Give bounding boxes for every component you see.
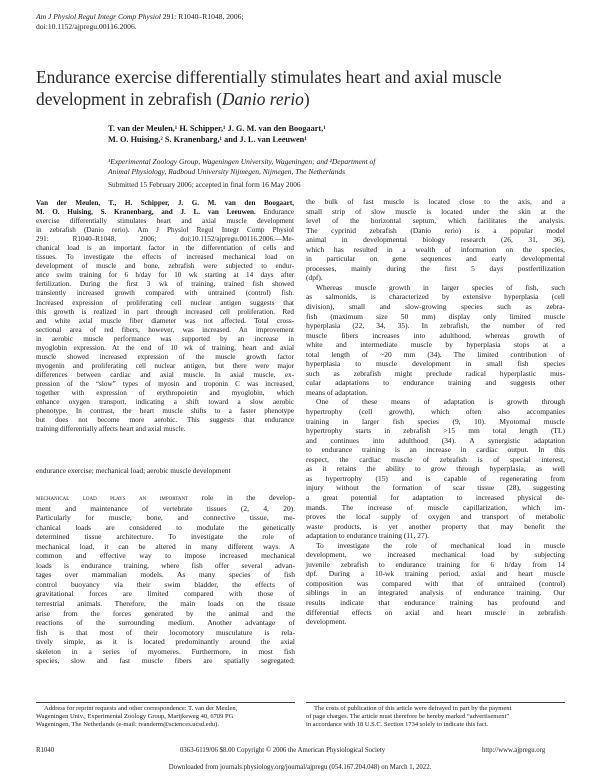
abstract-text: Endurance [255,208,294,217]
body-line: results indicate that endurance training has profound and [306,597,565,607]
body-line: To investigate the role of mechanical load in muscle [316,540,565,550]
title-text: Endurance exercise differentially stimulates heart and axial muscle development in zebrafish ( [36,67,502,109]
body-line: proves the local supply of oxygen and transport of metabolic [306,512,565,522]
author-list [108,124,548,145]
abstract-text: and white axial muscle fiber diameter was not affected. Total cross- [36,316,294,325]
body-line: fish (maximum size 50 mm) display only limited muscle [306,311,565,321]
authors-line-2: M. O. Huising,² S. Kranenbarg,¹ and J. L. van Leeuwen¹ [108,134,307,144]
body-line: development. [306,617,347,627]
abstract-line [36,299,294,308]
body-line: tages over mammalian models. As many species of fish [36,570,295,580]
abstract-text: exercise differentially stimulates heart and axial muscle development [36,217,294,226]
citation: 291: R1040–R1048, 2006; [162,12,244,21]
title-species: Danio rerio [221,89,304,109]
body-line: as hypertrophy (15) and is capable of regenerating from [306,473,565,483]
body-line: a great potential for adaptation to increased physical de- [306,492,565,502]
body-line: total length of ~20 mm (34). The limited contribution of [306,349,565,359]
body-line: fish is that most of their locomotory musculature is rela- [36,627,295,637]
body-line: arise from the forces generated by the animal and the [36,608,295,618]
body-line: as it retains the ability to grow through hyperplasia, as well [306,464,565,474]
abstract [36,199,294,434]
affiliation-line-2: Animal Physiology, Radboud University Nijmegen, Nijmegen, The Netherlands [108,166,346,176]
abstract-line [36,362,294,371]
abstract-text: this growth is realized in part through increased cell proliferation. Red [36,307,294,316]
abstract-text: together with expression of erythropoietin and myoglobin, which [36,388,294,397]
abstract-line [36,289,294,298]
journal-name: Am J Physiol Regul Integr Comp Physiol [36,12,161,21]
body-line: loads is endurance training, where fish offer several advan- [36,560,295,570]
footnote-line: Wageningen, The Netherlands (e-mail: tvanderm@sciences.ucsd.edu). [36,721,219,729]
body-line: and continues into adulthood (34). A synergistic adaptation [306,435,565,445]
body-line: respect, the cardiac muscle of zebrafish is of special interest, [306,454,565,464]
abstract-line [36,353,294,362]
footnote-line: in accordance with 18 U.S.C. Section 1734 solely to indicate this fact. [306,721,489,729]
body-line: hypertrophy starts in zebrafish >15 mm total length (TL) [306,426,565,436]
abstract-text: Increased expression of proliferating cell nuclear antigen suggests that [36,298,294,307]
doi: doi:10.1152/ajpregu.00116.2006. [36,21,137,31]
body-line: the bulk of fast muscle is located close to the axis, and a [306,197,565,206]
abstract-line [36,217,294,226]
abstract-text: muscle showed increased expression of the muscle growth factor [36,352,294,361]
body-line: means of adaptation. [306,387,368,397]
body-line: reactions of the surrounding medium. Another advantage of [36,618,295,628]
abstract-line [36,235,294,244]
body-line: Whereas muscle growth in larger species of fish, such [316,282,565,292]
body-line: as salmonids, is characterized by extensive hyperplasia (cell [306,292,565,302]
body-line: adaptation to endurance training (11, 27). [306,531,430,541]
abstract-line [36,317,294,326]
body-left-column [36,493,295,666]
abstract-text: enhance oxygen transport, indicating a shift toward a slow aerobic [36,398,294,407]
footnote-divider-right [306,702,565,703]
affiliation-line-1: ¹Experimental Zoology Group, Wageningen University, Wageningen; and ²Department of [108,157,376,166]
abstract-text: myogenin and proliferating cell nuclear antigen, but there were major [36,361,294,370]
abstract-text: in aerobic muscle performance was supported by an increase in [36,334,294,343]
abstract-line [36,335,294,344]
body-line: which has resulted in a wealth of information on the species, [306,244,565,254]
body-line: animal in developmental biology research (26, 31, 36), [306,235,565,245]
running-head [36,12,244,31]
abstract-line [36,344,294,353]
body-line: (dpf). [306,273,323,283]
body-line: determined tissue architecture. To investigate the role of [36,532,295,542]
footnote-line: of page charges. The article must therefore be hereby marked “advertisement” [306,713,510,721]
body-line: species, slow and fast muscle fibers are spatially segregated: [36,656,295,666]
abstract-citation-authors: Van der Meulen, T., H. Schipper, J. G. M. van den Boogaart, [36,199,294,207]
abstract-line [36,407,294,416]
abstract-line [36,308,294,317]
body-line: composition was compared with that of untrained (control) [306,578,565,588]
keywords: endurance exercise; mechanical load; aerobic muscle development [36,466,231,475]
submission-dates: Submitted 15 February 2006; accepted in final form 16 May 2006 [108,180,301,189]
body-line: development, we increased mechanical load by subjecting [306,550,565,560]
affiliations [108,157,548,176]
download-notice: Downloaded from journals.physiology.org/journal/ajpregu (054.167.204.048) on March 1, 2022. [168,764,432,771]
footnote-line: The costs of publication of this article were defrayed in part by the payment [314,705,512,712]
abstract-citation-authors: M. O. Huising, S. Kranenbarg, and J. L. van Leeuwen. [36,208,256,217]
abstract-line [36,226,294,235]
body-line: Particularly for muscle, bone, and connective tissue, me- [36,513,295,523]
body-line: common and effective way to impose increased mechanical [36,551,295,561]
abstract-text: sectional area of red fibers, however, was increased. An improvement [36,325,294,334]
body-line: siblings in an integrated analysis of endurance training. Our [306,588,565,598]
body-line: chanical loads are considered to modulate the genetically [36,522,295,532]
abstract-line [36,389,294,398]
body-line: mechanical load, it can be altered in many different ways. A [36,541,295,551]
correspondence-footnote [36,705,295,730]
body-line: differential effects on axial and heart muscle in zebrafish [306,607,565,617]
title-end: ) [303,89,310,109]
body-line: training in larger fish species (9, 10). Myotomal muscle [306,416,565,426]
body-line: dpf. During a 10-wk training period, axial and heart muscle [306,569,565,579]
body-line: waste products, is yet another property that may benefit the [306,521,565,531]
abstract-text: myoglobin expression. At the end of 10 wk of training, heart and axial [36,343,294,352]
body-text: role in the develop- [188,493,295,502]
abstract-text: training differentially affects heart and axial muscle. [36,425,186,434]
abstract-text: ance swim training for 6 h/day for 10 wk starting at 14 days after [36,271,294,280]
body-line: terrestrial animals. Therefore, the main loads on the tissue [36,599,295,609]
abstract-text: differences between cardiac and axial muscle. In axial muscle, ex- [36,370,294,379]
page-number: R1040 [36,747,55,754]
abstract-text: but does not become more aerobic. This suggests that endurance [36,416,294,425]
body-line: white and intermediate muscle by hyperplasia stops at a [306,340,565,350]
body-line: in particular on gene sequences and early developmental [306,254,565,264]
abstract-line [36,371,294,380]
abstract-line [36,244,294,253]
body-line: to endurance training is an increase in cardiac output. In this [306,445,565,455]
body-line: muscle fibers increases into adulthood, whereas growth of [306,330,565,340]
authors-line-1: T. van der Meulen,¹ H. Schipper,¹ J. G. M. van den Boogaart,¹ [108,124,326,133]
abstract-line [36,416,294,425]
abstract-line [36,253,294,262]
footnote-line: Address for reprint requests and other correspondence: T. van der Meulen, [44,705,238,712]
body-line: gravitational forces are limited compared with those of [36,589,295,599]
body-line: hyperplasia (22, 34, 35). In zebrafish, the number of red [306,321,565,331]
article-title [36,66,576,110]
body-line: The cyprinid zebrafish (Danio rerio) is a popular model [306,225,565,235]
abstract-line [36,425,294,434]
body-line: control buoyancy via their swim bladder, the effects of [36,579,295,589]
body-line: hypertrophy (cell growth), which often also accompanies [306,407,565,417]
abstract-text: transiently increased growth compared with untrained (control) fish. [36,289,294,298]
abstract-line [36,199,294,208]
abstract-text: 291: R1040–R1048, 2006; doi:10.1152/ajpregu.00116.2006.—Me- [36,235,294,244]
body-line: division), small and slow-growing species such as zebra- [306,302,565,312]
abstract-line [36,326,294,335]
body-right-column [306,197,565,627]
body-line: processes, mainly during the first 5 days postfertilization [306,263,565,273]
abstract-text: pression of the “slow” types of myosin and troponin C was increased, [36,379,294,388]
body-line: mands. The increase of muscle capillarization, which im- [306,502,565,512]
body-line: juvenile zebrafish to endurance training for 6 h/day from 14 [306,559,565,569]
body-line: skeleton in a series of myomeres. Furthermore, in most fish [36,646,295,656]
abstract-text: in zebrafish (Danio rerio). Am J Physiol Regul Integr Comp Physiol [36,226,294,235]
abstract-line [36,380,294,389]
abstract-text: chanical load is an important factor in the differentiation of cells and [36,244,294,253]
abstract-text: phenotype. In contrast, the heart muscle shifts to a faster phenotype [36,407,294,416]
body-line: tively simple, as it is located predominantly around the axial [36,637,295,647]
footnote-divider-left [36,702,295,703]
body-line: level of the horizontal septum, which facilitates the analysis. [306,216,565,226]
body-line: One of these means of adaptation is growth through [316,397,565,407]
abstract-line [36,271,294,280]
body-line: cular adaptations to endurance training and suggests other [306,378,565,388]
footnote-line: Wageningen Univ., Experimental Zoology Group, Marijkeweg 40, 6709 PG [36,713,234,721]
abstract-line [36,398,294,407]
section-lead-in: mechanical load plays an important [36,494,189,502]
abstract-line [36,280,294,289]
body-line: ment and maintenance of vertebrate tissues (2, 4, 20). [36,503,295,513]
body-line [36,493,295,504]
abstract-line [36,262,294,271]
abstract-text: fertilization. During the first 3 wk of training, trained fish showed [36,280,294,289]
publication-cost-footnote [306,705,565,730]
body-line: small strip of slow muscle is located under the skin at the [306,206,565,216]
copyright-line: 0363-6119/06 $8.00 Copyright © 2006 the American Physiological Society [180,747,386,754]
abstract-line [36,208,294,217]
journal-url[interactable]: http://www.ajpregu.org [482,747,546,754]
body-line: such as zebrafish might preclude radical hyperplastic mus- [306,368,565,378]
abstract-text: development of muscle and bone, zebrafish were subjected to endur- [36,262,294,271]
body-line: injury without the formation of scar tissue (28), suggesting [306,483,565,493]
abstract-text: tissues. To investigate the effects of increased mechanical load on [36,253,294,262]
body-line: hyperplasia to muscle development in small fish species [306,359,565,369]
